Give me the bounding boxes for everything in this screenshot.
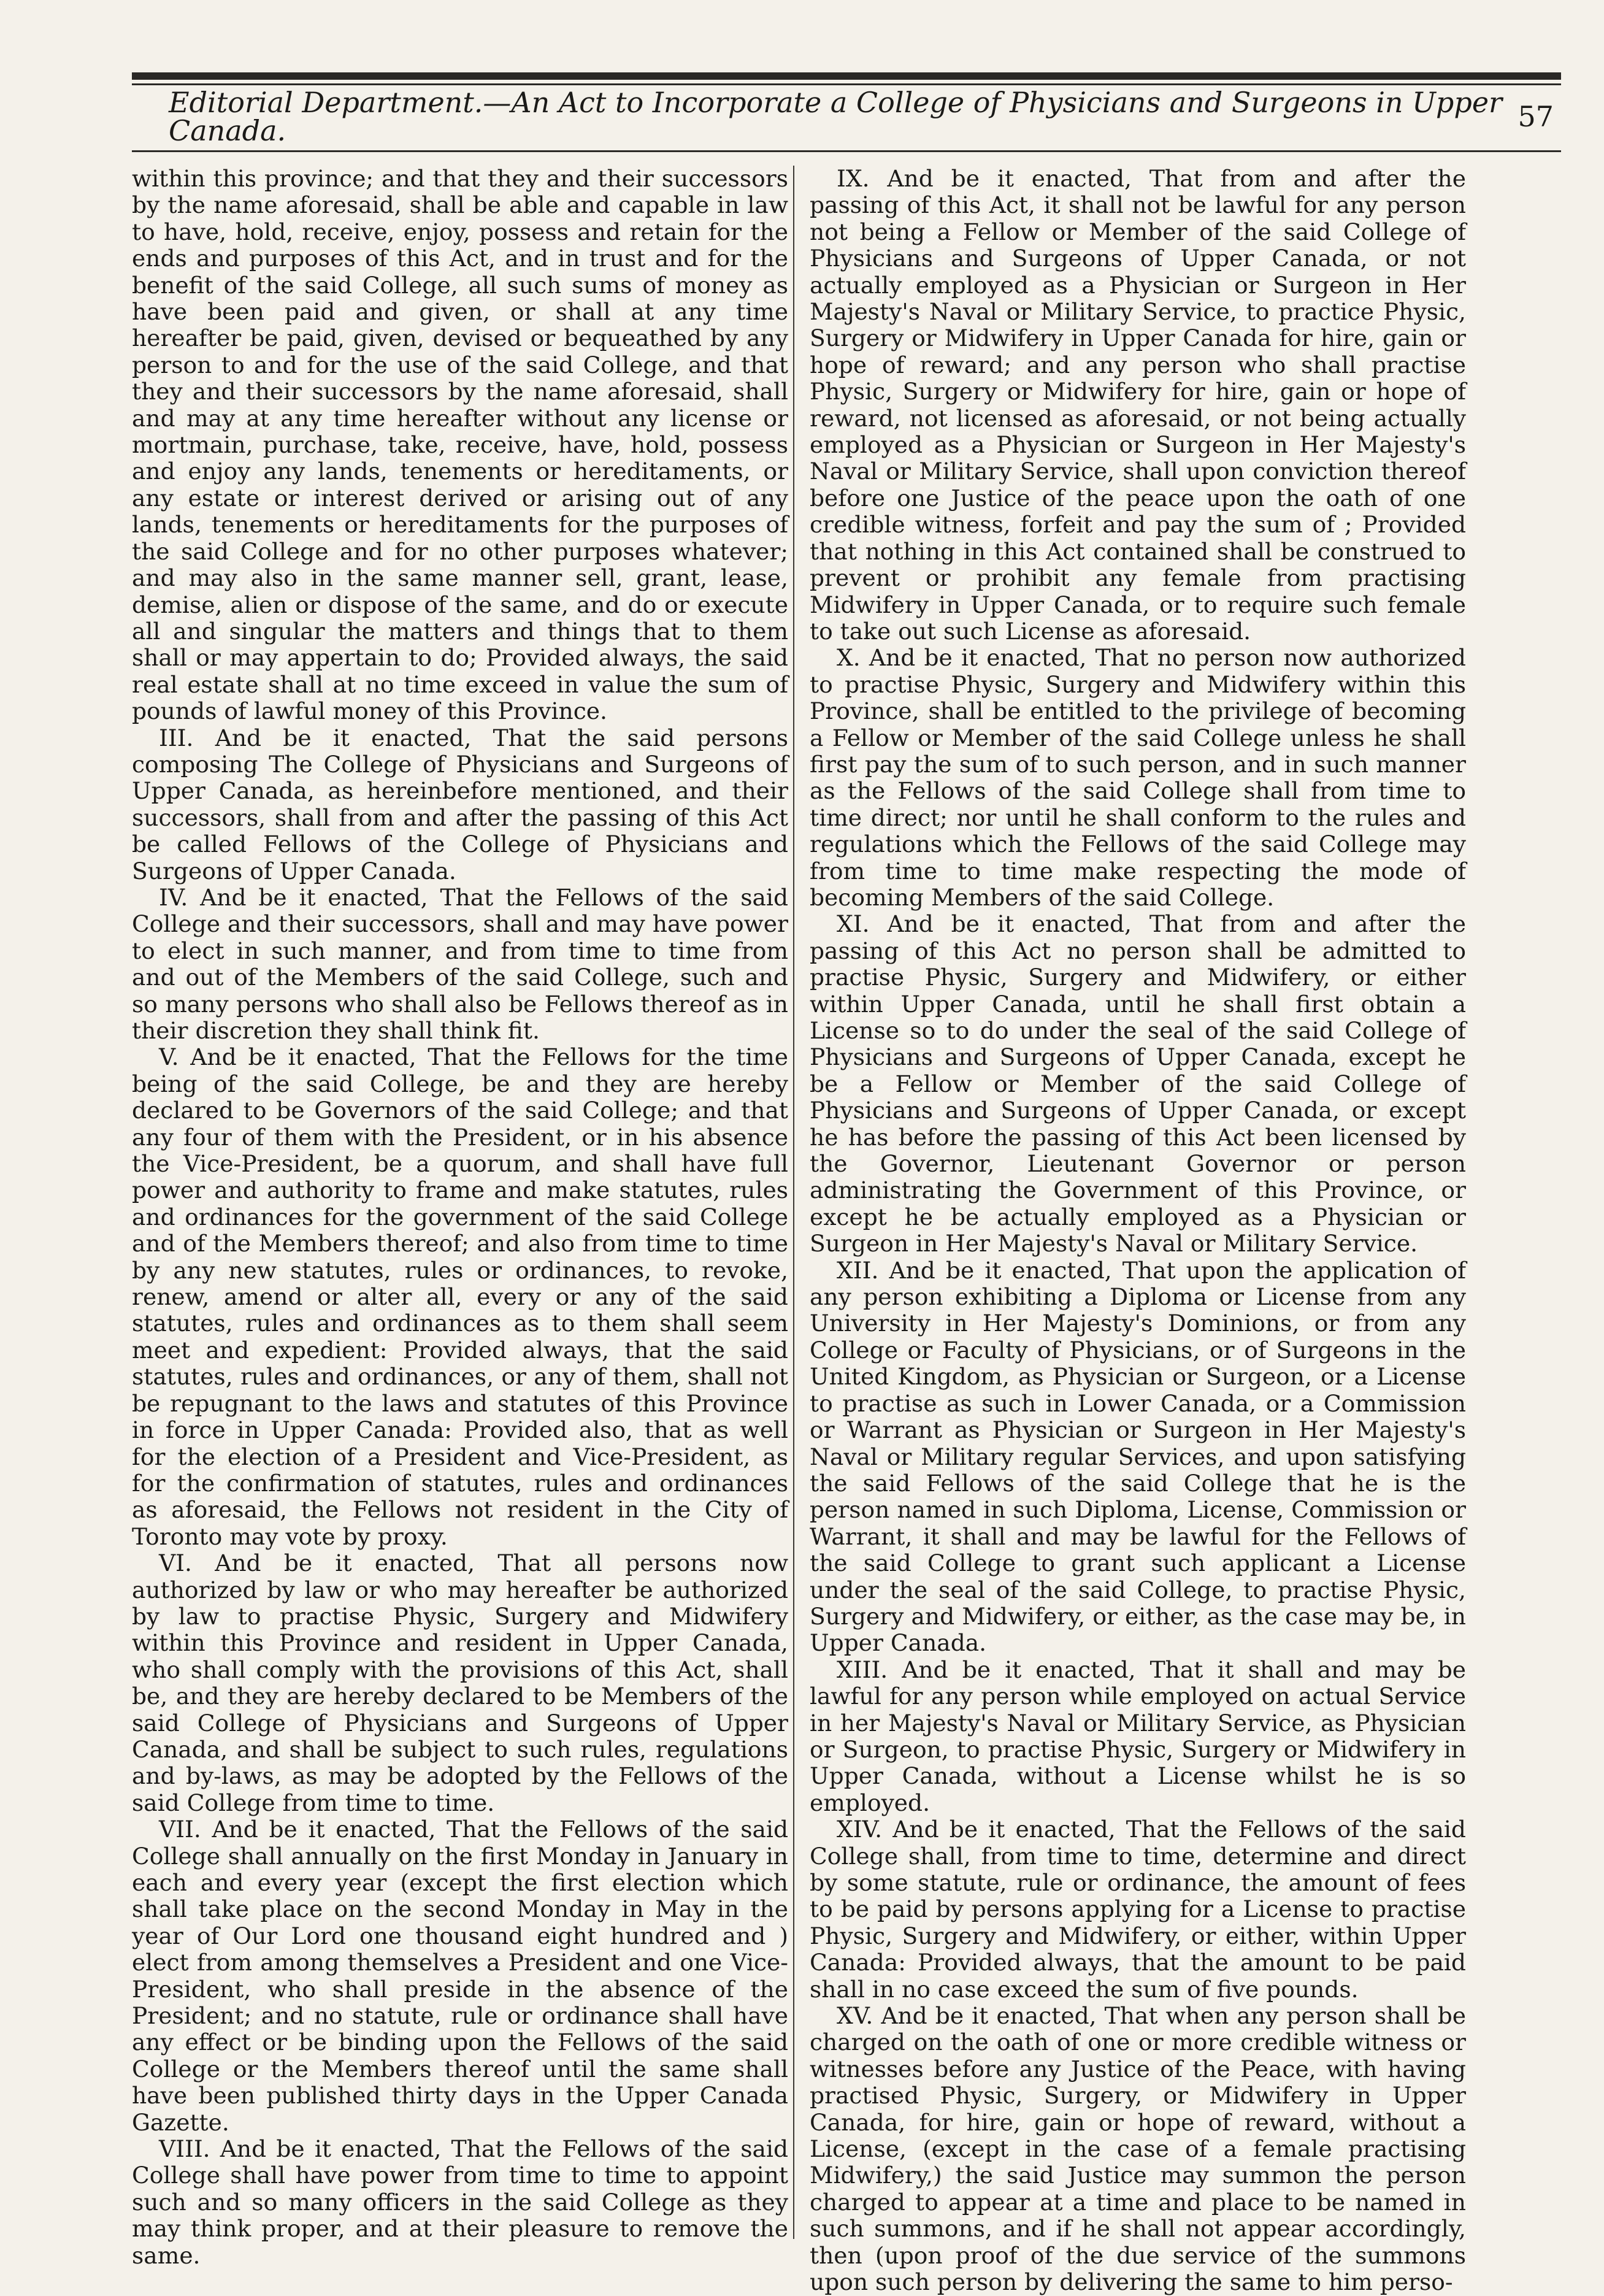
top-rule-thin — [132, 83, 1561, 85]
header-rule — [132, 150, 1561, 152]
section-xii: XII. And be it enacted, That upon the application of any person exhibiting a Diploma or License from any University in Her Majesty's Dominions, or from any College or Faculty of Physicians, or of Surgeons in the United Kingdom, as Physician or Surgeon, or a License to practise as such in Lower Canada, or a Commission or Warrant as Physician or Surgeon in Her Majesty's Naval or Military regular Services, and upon satisfying the said Fellows of the said College that he is the person named in such Diploma, License, Commission or Warrant, it shall and may be lawful for the Fellows of the said College to grant such applicant a License under the seal of the said College, to practise Physic, Surgery and Midwifery, or either, as the case may be, in Upper Canada. — [810, 1256, 1466, 1657]
section-xv: XV. And be it enacted, That when any person shall be charged on the oath of one or more credible witness or witnesses before any Justice of the Peace, with having practised Physic, Surgery, or Midwifery in Upper Canada, for hire, gain or hope of reward, without a License, (except in the case of a female practising Midwifery,) the said Justice may summon the person charged to appear at a time and place to be named in such summons, and if he shall not appear accordingly, then (upon proof of the due service of the summons upon such person by delivering the same to him perso- — [810, 2002, 1466, 2296]
paragraph-continuation: within this province; and that they and their successors by the name aforesaid, shall be able and capable in law to have, hold, receive, enjoy, possess and retain for the ends and purposes of this Act, and in trust and for the benefit of the said College, all such sums of money as have been paid and given, or shall at any time hereafter be paid, given, devised or bequeathed by any person to and for the use of the said College, and that they and their successors by the name aforesaid, shall and may at any time hereafter without any license or mortmain, purchase, take, receive, have, hold, possess and enjoy any lands, tenements or hereditaments, or any estate or interest derived or arising out of any lands, tenements or hereditaments for the purposes of the said College and for no other purposes whatever; and may also in the same manner sell, grant, lease, demise, alien or dispose of the same, and do or execute all and singular the matters and things that to them shall or may appertain to do; Provided always, the said real estate shall at no time exceed in value the sum of pounds of lawful money of this Province. — [132, 165, 788, 725]
column-divider — [793, 166, 794, 2239]
section-xiii: XIII. And be it enacted, That it shall and may be lawful for any person while employed on actual Service in her Majesty's Naval or Military Service, as Physician or Surgeon, to practise Physic, Surgery or Midwifery in Upper Canada, without a License whilst he is so employed. — [810, 1656, 1466, 1816]
section-iv: IV. And be it enacted, That the Fellows of the said College and their successors, shall and may have power to elect in such manner, and from time to time from and out of the Members of the said College, such and so many persons who shall also be Fellows thereof as in their discretion they shall think fit. — [132, 883, 788, 1044]
section-iii: III. And be it enacted, That the said persons composing The College of Physicians and Surgeons of Upper Canada, as hereinbefore mentioned, and their successors, shall from and after the passing of this Act be called Fellows of the College of Physicians and Surgeons of Upper Canada. — [132, 724, 788, 885]
running-header — [132, 86, 1561, 147]
section-xiv: XIV. And be it enacted, That the Fellows of the said College shall, from time to time, determine and direct by some statute, rule or ordinance, the amount of fees to be paid by persons applying for a License to practise Physic, Surgery and Midwifery, or either, within Upper Canada: Provided always, that the amount to be paid shall in no case exceed the sum of five pounds. — [810, 1816, 1466, 2003]
section-viii: VIII. And be it enacted, That the Fellows of the said College shall have power from time to time to appoint such and so many officers in the said College as they may think proper, and at their pleasure to remove the same. — [132, 2135, 788, 2269]
section-v: V. And be it enacted, That the Fellows for the time being of the said College, be and they are hereby declared to be Governors of the said College; and that any four of them with the President, or in his absence the Vice-President, be a quorum, and shall have full power and authority to frame and make statutes, rules and ordinances for the government of the said College and of the Members thereof; and also from time to time by any new statutes, rules or ordinances, to revoke, renew, amend or alter all, every or any of the said statutes, rules and ordinances as to them shall seem meet and expedient: Provided always, that the said statutes, rules and ordinances, or any of them, shall not be repugnant to the laws and statutes of this Province in force in Upper Canada: Provided also, that as well for the election of a President and Vice-President, as for the confirmation of statutes, rules and ordinances as aforesaid, the Fellows not resident in the City of Toronto may vote by proxy. — [132, 1043, 788, 1550]
right-column — [810, 166, 1466, 2296]
section-x: X. And be it enacted, That no person now authorized to practise Physic, Surgery and Midwifery within this Province, shall be entitled to the privilege of becoming a Fellow or Member of the said College unless he shall first pay the sum of to such person, and in such manner as the Fellows of the said College shall from time to time direct; nor until he shall conform to the rules and regulations which the Fellows of the said College may from time to time make respecting the mode of becoming Members of the said College. — [810, 644, 1466, 911]
page-number: 57 — [1518, 100, 1554, 133]
section-vii: VII. And be it enacted, That the Fellows of the said College shall annually on the first Monday in January in each and every year (except the first election which shall take place on the second Monday in May in the year of Our Lord one thousand eight hundred and ) elect from among themselves a President and one Vice-President, who shall preside in the absence of the President; and no statute, rule or ordinance shall have any effect or be binding upon the Fellows of the said College or the Members thereof until the same shall have been published thirty days in the Upper Canada Gazette. — [132, 1816, 788, 2136]
section-ix: IX. And be it enacted, That from and after the passing of this Act, it shall not be lawful for any person not being a Fellow or Member of the said College of Physicians and Surgeons of Upper Canada, or not actually employed as a Physician or Surgeon in Her Majesty's Naval or Military Service, to practice Physic, Surgery or Midwifery in Upper Canada for hire, gain or hope of reward; and any person who shall practise Physic, Surgery or Midwifery for hire, gain or hope of reward, not licensed as aforesaid, or not being actually employed as a Physician or Surgeon in Her Majesty's Naval or Military Service, shall upon conviction thereof before one Justice of the peace upon the oath of one credible witness, forfeit and pay the sum of ; Provided that nothing in this Act contained shall be construed to prevent or prohibit any female from practising Midwifery in Upper Canada, or to require such female to take out such License as aforesaid. — [810, 165, 1466, 645]
section-vi: VI. And be it enacted, That all persons now authorized by law or who may hereafter be authorized by law to practise Physic, Surgery and Midwifery within this Province and resident in Upper Canada, who shall comply with the provisions of this Act, shall be, and they are hereby declared to be Members of the said College of Physicians and Surgeons of Upper Canada, and shall be subject to such rules, regulations and by-laws, as may be adopted by the Fellows of the said College from time to time. — [132, 1549, 788, 1816]
left-column — [132, 166, 788, 2269]
running-title: Editorial Department.—An Act to Incorporate a College of Physicians and Surgeons in Upper Canada. — [169, 86, 1503, 147]
section-xi: XI. And be it enacted, That from and after the passing of this Act no person shall be admitted to practise Physic, Surgery and Midwifery, or either within Upper Canada, until he shall first obtain a License so to do under the seal of the said College of Physicians and Surgeons of Upper Canada, except he be a Fellow or Member of the said College of Physicians and Surgeons of Upper Canada, or except he has before the passing of this Act been licensed by the Governor, Lieutenant Governor or person administrating the Government of this Province, or except he be actually employed as a Physician or Surgeon in Her Majesty's Naval or Military Service. — [810, 910, 1466, 1257]
top-rule-thick — [132, 72, 1561, 80]
